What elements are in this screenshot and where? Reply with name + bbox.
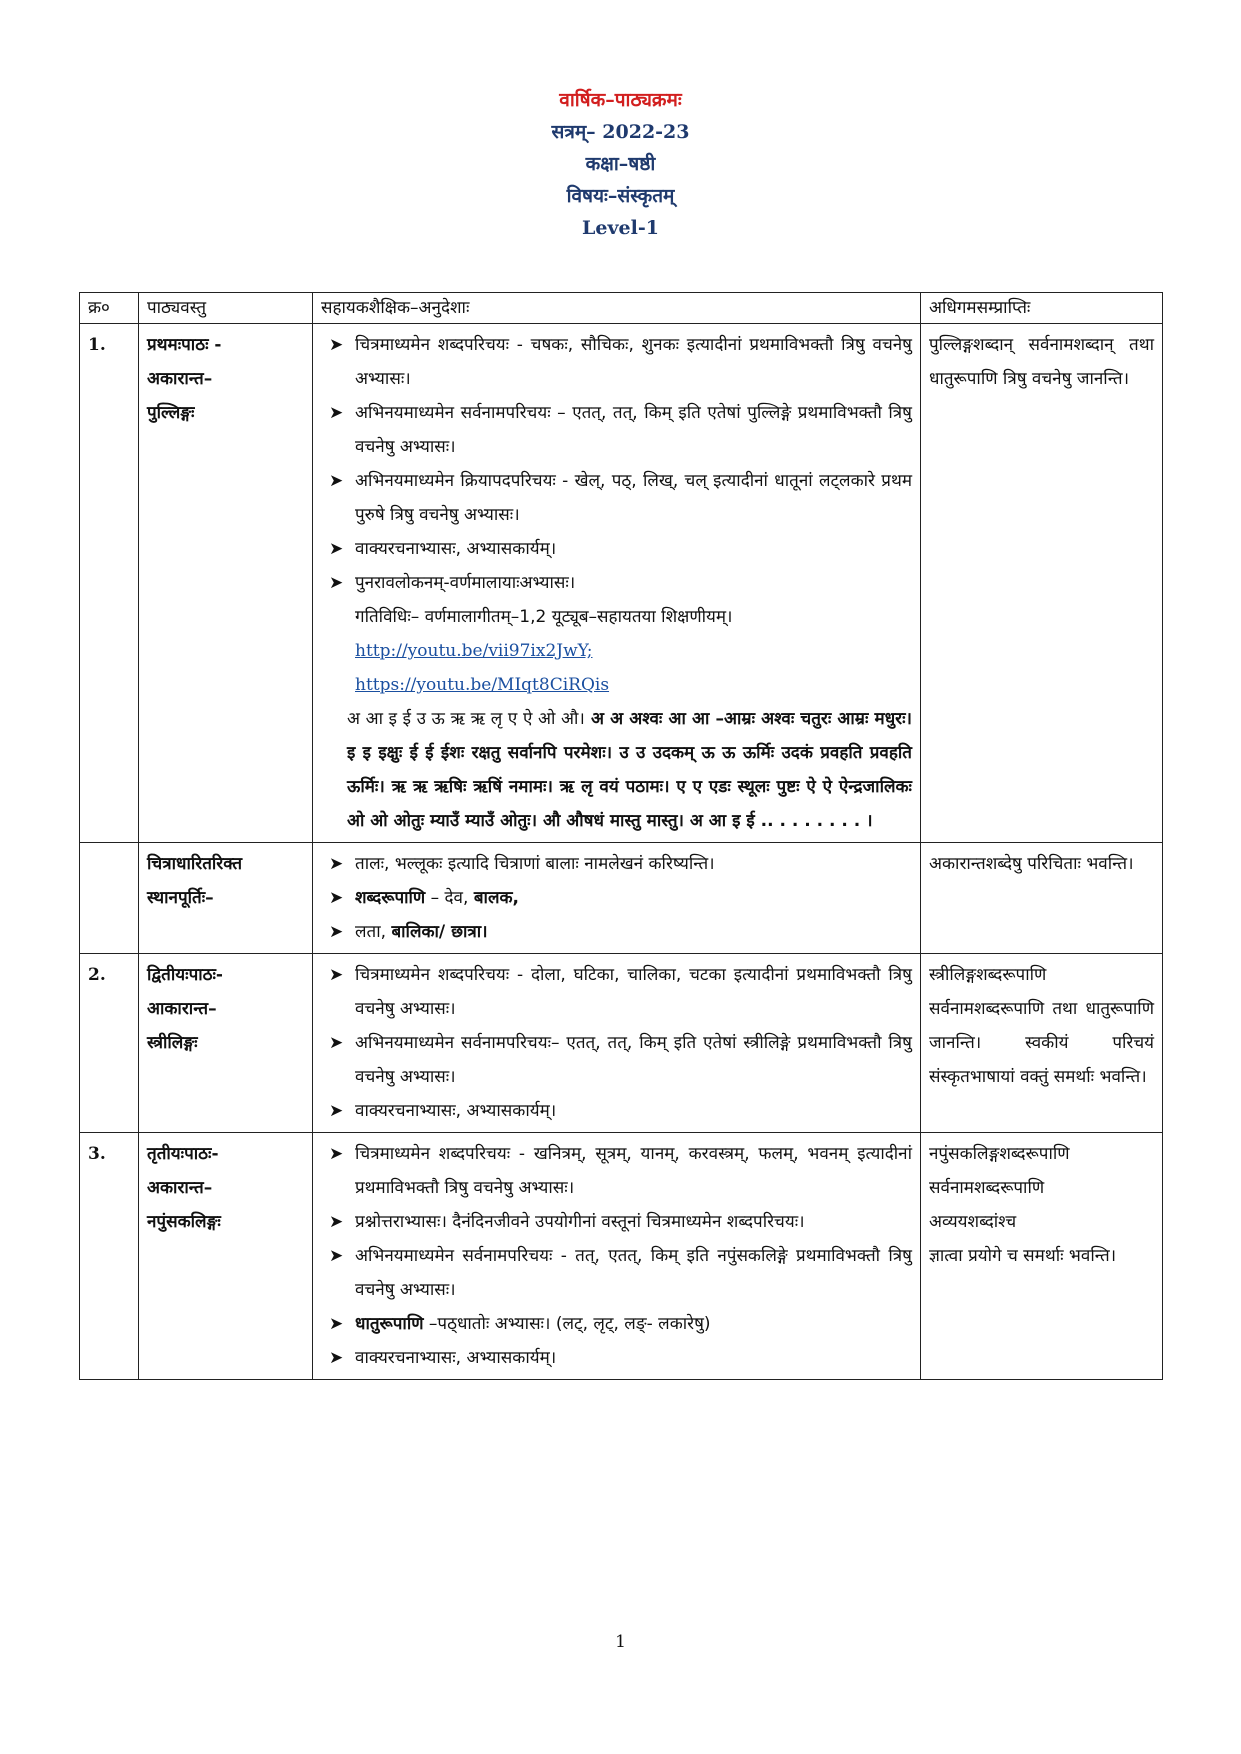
page-number: 1 (615, 1632, 626, 1652)
learning-outcome: पुल्लिङ्गशब्दान् सर्वनामशब्दान् तथा धातुरूपाणि त्रिषु वचनेषु जानन्ति। (921, 324, 1163, 843)
activity-text: लता, (355, 922, 392, 942)
topic-line: स्थानपूर्तिः– (147, 888, 214, 908)
table-row (80, 954, 1163, 1133)
activity-text: चित्रमाध्यमेन शब्दपरिचयः - खनित्रम्, सूत्रम्, यानम्, करवस्त्रम्, फलम्, भवनम् इत्यादीनां प्रथमाविभक्तौ त्रिषु वचनेषु अभ्यासः। (355, 1144, 912, 1198)
arrow-bullet-icon: ➤ (329, 403, 344, 423)
arrow-bullet-icon: ➤ (329, 965, 344, 985)
activity-text: अभिनयमाध्यमेन सर्वनामपरिचयः – एतत्, तत्, किम् इति एतेषां पुल्लिङ्गे प्रथमाविभक्तौ त्रिषु वचनेषु अभ्यासः। (355, 403, 912, 457)
list-item (321, 1094, 912, 1128)
arrow-bullet-icon: ➤ (329, 1348, 344, 1368)
column-header-instructions: सहायकशैक्षिक–अनुदेशाः (313, 293, 921, 324)
list-item (321, 532, 912, 566)
lesson-topic (139, 1133, 313, 1380)
serial-number (80, 843, 139, 954)
list-item (321, 464, 912, 532)
activity-note: गतिविधिः– वर्णमालागीतम्–1,2 यूट्यूब–सहायतया शिक्षणीयम्। (355, 607, 733, 627)
activity-text: चित्रमाध्यमेन शब्दपरिचयः - चषकः, सौचिकः, शुनकः इत्यादीनां प्रथमाविभक्तौ त्रिषु वचनेषु अभ्यासः। (355, 335, 912, 389)
instructions-cell (313, 1133, 921, 1380)
arrow-bullet-icon: ➤ (329, 471, 344, 491)
activity-text: पुनरावलोकनम्-वर्णमालायाःअभ्यासः। (355, 573, 576, 593)
arrow-bullet-icon: ➤ (329, 854, 344, 874)
serial-number: 3. (80, 1133, 139, 1380)
activity-bold-text: बालक, (473, 888, 519, 908)
activity-text: वाक्यरचनाभ्यासः, अभ्यासकार्यम्। (355, 539, 557, 559)
youtube-link-2[interactable]: https://youtu.be/MIqt8CiRQis (355, 675, 610, 695)
class-line: कक्षा–षष्ठी (585, 153, 656, 175)
learning-outcome: अकारान्तशब्देषु परिचिताः भवन्ति। (921, 843, 1163, 954)
lesson-topic (139, 843, 313, 954)
list-item (321, 1026, 912, 1094)
activity-text: अभिनयमाध्यमेन सर्वनामपरिचयः - तत्, एतत्, किम् इति नपुंसकलिङ्गे प्रथमाविभक्तौ त्रिषु वचनेषु अभ्यासः। (355, 1246, 912, 1300)
activity-bold-text: बालिका/ छात्रा। (391, 922, 488, 942)
lesson-topic (139, 954, 313, 1133)
arrow-bullet-icon: ➤ (329, 922, 344, 942)
list-item (321, 881, 912, 915)
arrow-bullet-icon: ➤ (329, 1246, 344, 1266)
table-row (80, 843, 1163, 954)
arrow-bullet-icon: ➤ (329, 1033, 344, 1053)
instructions-cell (313, 954, 921, 1133)
arrow-bullet-icon: ➤ (329, 1212, 344, 1232)
topic-line: चित्राधारितरिक्त (147, 854, 243, 874)
list-item (321, 1307, 912, 1341)
list-item (321, 915, 912, 949)
activity-text: अभिनयमाध्यमेन सर्वनामपरिचयः– एतत्, तत्, किम् इति एतेषां स्त्रीलिङ्गे प्रथमाविभक्तौ त्रिषु वचनेषु अभ्यासः। (355, 1033, 912, 1087)
column-header-content: पाठ्यवस्तु (139, 293, 313, 324)
syllabus-table (79, 292, 1163, 1380)
arrow-bullet-icon: ➤ (329, 1101, 344, 1121)
topic-line: द्वितीयःपाठः- (147, 965, 223, 985)
activity-bold-text: धातुरूपाणि (355, 1314, 424, 1334)
topic-line: अकारान्त– (147, 1178, 213, 1198)
topic-line: प्रथमःपाठः - (147, 335, 222, 355)
activity-text: अभिनयमाध्यमेन क्रियापदपरिचयः - खेल्, पठ्, लिख्, चल् इत्यादीनां धातूनां लट्लकारे प्रथम पुरुषे त्रिषु वचनेषु अभ्यासः। (355, 471, 912, 525)
list-item (321, 847, 912, 881)
column-header-outcomes: अधिगमसम्प्राप्तिः (921, 293, 1163, 324)
alphabet-lead: अ आ इ ई उ ऊ ऋ ऋ लृ ए ऐ ओ औ। (347, 709, 585, 729)
lesson-topic (139, 324, 313, 843)
learning-outcome (921, 1133, 1163, 1380)
arrow-bullet-icon: ➤ (329, 335, 344, 355)
activity-bold-text: शब्दरूपाणि (355, 888, 426, 908)
serial-number: 1. (80, 324, 139, 843)
activity-text: वाक्यरचनाभ्यासः, अभ्यासकार्यम्। (355, 1101, 557, 1121)
learning-outcome: स्त्रीलिङ्गशब्दरूपाणि सर्वनामशब्दरूपाणि तथा धातुरूपाणि जानन्ति। स्वकीयं परिचयं संस्कृतभाषायां वक्तुं समर्थाः भवन्ति। (921, 954, 1163, 1133)
list-item (321, 1239, 912, 1307)
topic-line: पुल्लिङ्गः (147, 403, 195, 423)
table-row (80, 324, 1163, 843)
level-line: Level-1 (582, 217, 659, 239)
list-item (321, 1205, 912, 1239)
topic-line: स्त्रीलिङ्गः (147, 1033, 198, 1053)
table-header-row (80, 293, 1163, 324)
list-item (321, 328, 912, 396)
list-item (321, 566, 912, 600)
alphabet-song-text: अ अ अश्वः आ आ –आम्रः अश्वः चतुरः आम्रः मधुरः। इ इ इक्षुः ई ई ईशः रक्षतु सर्वानपि परमेशः। उ उ उदकम् ऊ ऊ ऊर्मिः उदकं प्रवहति प्रवहति ऊर्मिः। ऋ ऋ ऋषिः ऋषिं नमामः। ऋ लृ वयं पठामः। ए ए एडः स्थूलः पुष्टः ऐ ऐ ऐन्द्रजालिकः ओ ओ ओतुः म्याउँ म्याउँ ओतुः। औ औषधं मास्तु मास्तु। अ आ इ ई .. . . . . . . . । (347, 709, 912, 831)
document-title: वार्षिक–पाठ्यक्रमः (559, 89, 682, 111)
list-item (321, 958, 912, 1026)
activity-text: वाक्यरचनाभ्यासः, अभ्यासकार्यम्। (355, 1348, 557, 1368)
list-item (321, 396, 912, 464)
outcome-line: ज्ञात्वा प्रयोगे च समर्थाः भवन्ति। (929, 1246, 1117, 1266)
outcome-line: अव्ययशब्दांश्च (929, 1212, 1017, 1232)
alphabet-song (321, 702, 912, 838)
document-header (0, 84, 1241, 244)
arrow-bullet-icon: ➤ (329, 1144, 344, 1164)
arrow-bullet-icon: ➤ (329, 1314, 344, 1334)
activity-text: तालः, भल्लूकः इत्यादि चित्राणां बालाः नामलेखनं करिष्यन्ति। (355, 854, 715, 874)
instructions-cell (313, 843, 921, 954)
column-header-sr: क्र० (80, 293, 139, 324)
serial-number: 2. (80, 954, 139, 1133)
list-item (321, 1137, 912, 1205)
activity-text: प्रश्नोत्तराभ्यासः। दैनंदिनजीवने उपयोगीनां वस्तूनां चित्रमाध्यमेन शब्दपरिचयः। (355, 1212, 805, 1232)
arrow-bullet-icon: ➤ (329, 539, 344, 559)
topic-line: अकारान्त– (147, 369, 213, 389)
topic-line: नपुंसकलिङ्गः (147, 1212, 221, 1232)
topic-line: आकारान्त– (147, 999, 217, 1019)
session-line: सत्रम्– 2022-23 (551, 121, 690, 143)
activity-text: चित्रमाध्यमेन शब्दपरिचयः - दोला, घटिका, चालिका, चटका इत्यादीनां प्रथमाविभक्तौ त्रिषु वचनेषु अभ्यासः। (355, 965, 912, 1019)
outcome-line: सर्वनामशब्दरूपाणि (929, 1178, 1045, 1198)
arrow-bullet-icon: ➤ (329, 888, 344, 908)
instructions-cell (313, 324, 921, 843)
youtube-link-1[interactable]: http://youtu.be/vii97ix2JwY; (355, 641, 593, 661)
topic-line: तृतीयःपाठः- (147, 1144, 219, 1164)
activity-text: –पठ्धातोः अभ्यासः। (लट्, लृट्, लङ्- लकारेषु) (423, 1314, 711, 1334)
arrow-bullet-icon: ➤ (329, 573, 344, 593)
table-row (80, 1133, 1163, 1380)
subject-line: विषयः–संस्कृतम् (566, 185, 675, 207)
activity-text: – देव, (425, 888, 474, 908)
list-item (321, 1341, 912, 1375)
outcome-line: नपुंसकलिङ्गशब्दरूपाणि (929, 1144, 1070, 1164)
